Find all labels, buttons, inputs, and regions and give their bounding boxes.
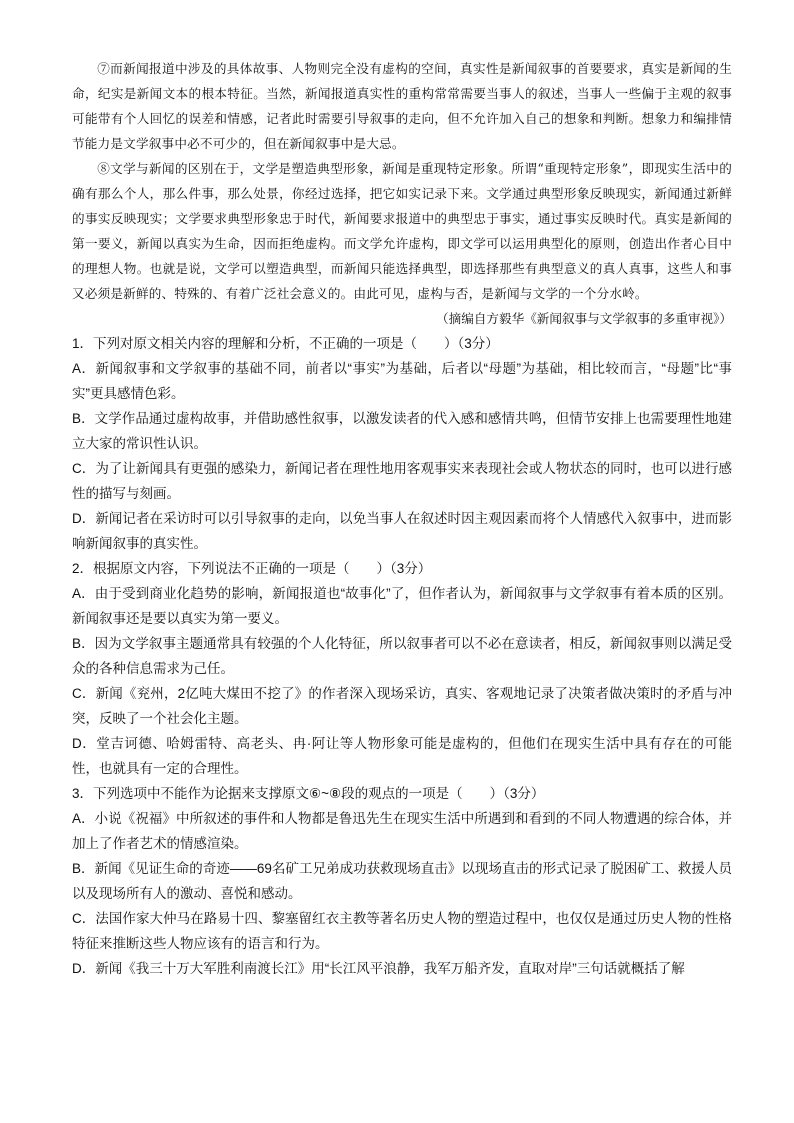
option-d: D．新闻《我三十万大军胜利南渡长江》用“长江风平浪静，我军万船齐发，直取对岸”三句话就概括了解: [72, 961, 685, 976]
question-stem: 1．下列对原文相关内容的理解和分析，不正确的一项是（ ）（3分）: [72, 336, 499, 351]
option-c: C．新闻《兖州，2亿吨大煤田不挖了》的作者深入现场采访，真实、客观地记录了决策者做决策时的矛盾与冲突，反映了一个社会化主题。: [72, 686, 732, 726]
option-b: B．因为文学叙事主题通常具有较强的个人化特征，所以叙事者可以不必在意读者，相反，新闻叙事则以满足受众的各种信息需求为己任。: [72, 636, 732, 676]
option-b: B．文学作品通过虚构故事，并借助感性叙事，以激发读者的代入感和感情共鸣，但情节安排上也需要理性地建立大家的常识性认识。: [72, 411, 732, 451]
question-stem: 2．根据原文内容，下列说法不正确的一项是（ ）（3分）: [72, 561, 432, 576]
option-c: C．为了让新闻具有更强的感染力，新闻记者在理性地用客观事实来表现社会或人物状态的同时，也可以进行感性的描写与刻画。: [72, 461, 732, 501]
paragraph-7: ⑦而新闻报道中涉及的具体故事、人物则完全没有虚构的空间，真实性是新闻叙事的首要要求，真实是新闻的生命，纪实是新闻文本的根本特征。当然，新闻报道真实性的重构常常需要当事人的叙述，当事人一些偏于主观的叙事可能带有个人回忆的误差和情感，记者此时需要引导叙事的走向，但不允许加入自己的想象和判断。想象力和编排情节能力是文学叙事中必不可少的，但在新闻叙事中是大忌。: [72, 61, 732, 151]
question-3: [72, 781, 732, 981]
option-a: A．由于受到商业化趋势的影响，新闻报道也“故事化”了，但作者认为，新闻叙事与文学叙事有着本质的区别。新闻叙事还是要以真实为第一要义。: [72, 586, 732, 626]
passage: [72, 56, 732, 306]
question-list: [72, 331, 732, 981]
question-stem: 3．下列选项中不能作为论据来支撑原文⑥~⑧段的观点的一项是（ ）（3分）: [72, 786, 545, 801]
paragraph-8: ⑧文学与新闻的区别在于，文学是塑造典型形象，新闻是重现特定形象。所谓“重现特定形象”，即现实生活中的确有那么个人，那么件事，那么处景，你经过选择，把它如实记录下来。文学通过典型形象反映现实，新闻通过新鲜的事实反映现实；文学要求典型形象忠于时代，新闻要求报道中的典型忠于事实，通过事实反映时代。真实是新闻的第一要义，新闻以真实为生命，因而拒绝虚构。而文学允许虚构，即文学可以运用典型化的原则，创造出作者心目中的理想人物。也就是说，文学可以塑造典型，而新闻只能选择典型，即选择那些有典型意义的真人真事，这些人和事又必须是新鲜的、特殊的、有着广泛社会意义的。由此可见，虚构与否，是新闻与文学的一个分水岭。: [72, 161, 732, 301]
passage-source: （摘编自方毅华《新闻叙事与文学叙事的多重审视》）: [436, 311, 732, 326]
option-c: C．法国作家大仲马在路易十四、黎塞留红衣主教等著名历史人物的塑造过程中，也仅仅是通过历史人物的性格特征来推断这些人物应该有的语言和行为。: [72, 911, 732, 951]
option-b: B．新闻《见证生命的奇迹——69名矿工兄弟成功获救现场直击》以现场直击的形式记录了脱困矿工、救援人员以及现场所有人的激动、喜悦和感动。: [72, 861, 732, 901]
option-d: D．新闻记者在采访时可以引导叙事的走向，以免当事人在叙述时因主观因素而将个人情感代入叙事中，进而影响新闻叙事的真实性。: [72, 511, 732, 551]
question-1: [72, 331, 732, 556]
option-a: A．小说《祝福》中所叙述的事件和人物都是鲁迅先生在现实生活中所遇到和看到的不同人物遭遇的综合体，并加上了作者艺术的情感渲染。: [72, 811, 732, 851]
option-a: A．新闻叙事和文学叙事的基础不同，前者以“事实”为基础，后者以“母题”为基础，相比较而言，“母题”比“事实”更具感情色彩。: [72, 361, 732, 401]
option-d: D．堂吉诃德、哈姆雷特、高老头、冉·阿让等人物形象可能是虚构的，但他们在现实生活中具有存在的可能性，也就具有一定的合理性。: [72, 736, 732, 776]
document-page: [72, 56, 732, 981]
question-2: [72, 556, 732, 781]
